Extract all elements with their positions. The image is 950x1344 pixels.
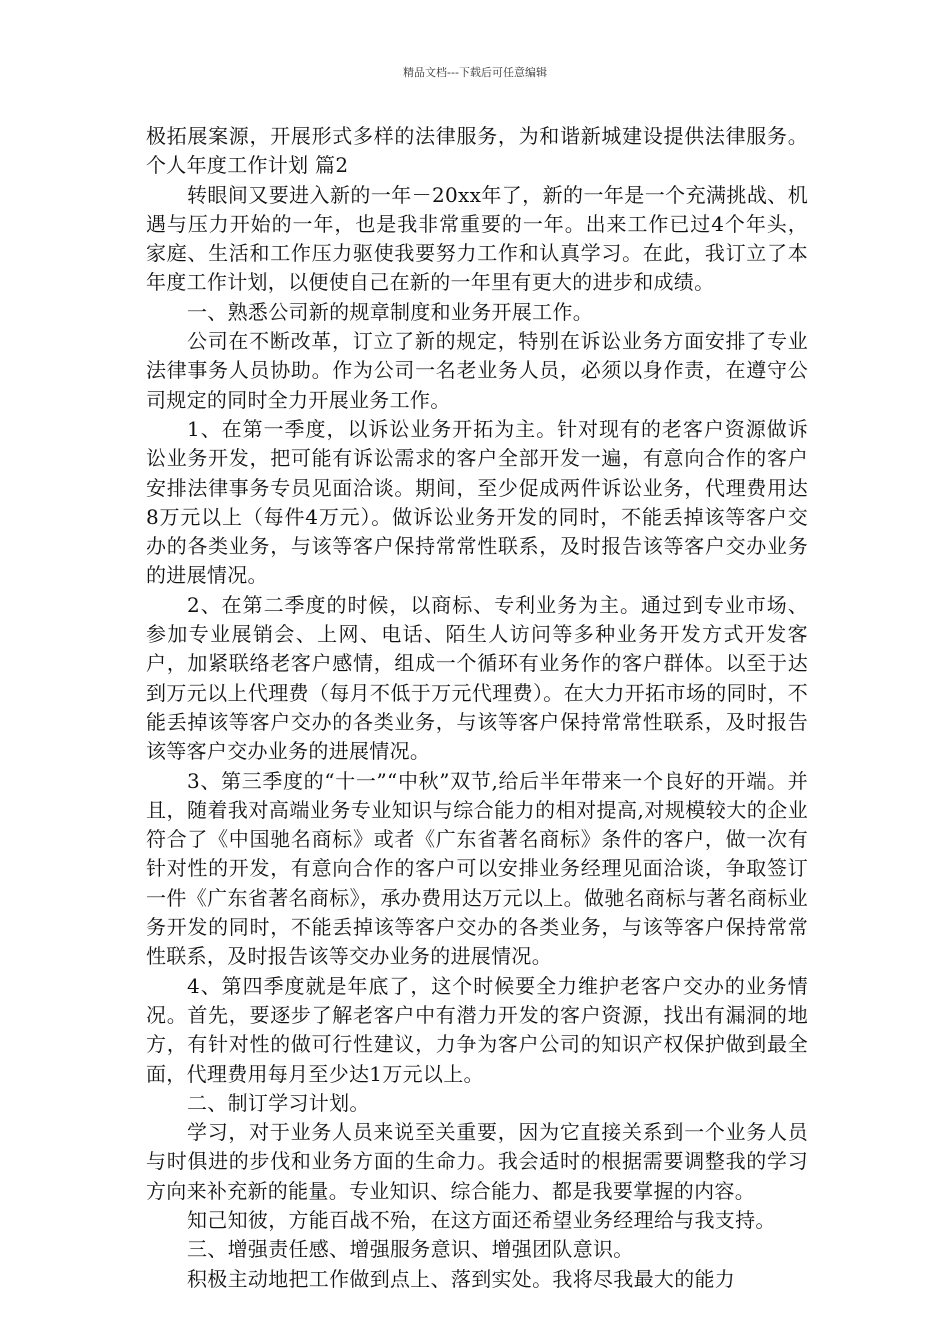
paragraph: 知己知彼，方能百战不殆，在这方面还希望业务经理给与我支持。 (187, 1207, 776, 1232)
section-heading: 二、制订学习计划。 (187, 1090, 370, 1115)
paragraph: 学习，对于业务人员来说至关重要，因为它直接关系到一个业务人员与时俱进的步伐和业务方面的生命力。我会适时的根据需要调整我的学习方向来补充新的能量。专业知识、综合能力、都是我要掌握的内容。 (146, 1120, 808, 1203)
paragraph: 积极主动地把工作做到点上、落到实处。我将尽我最大的能力 (187, 1266, 736, 1291)
paragraph: 4、第四季度就是年底了，这个时候要全力维护老客户交办的业务情况。首先，要逐步了解老客户中有潜力开发的客户资源，找出有漏洞的地方，有针对性的做可行性建议，力争为客户公司的知识产权保护做到最全面，代理费用每月至少达1万元以上。 (146, 973, 808, 1086)
document-body (146, 122, 808, 1294)
paragraph: 2、在第二季度的时候，以商标、专利业务为主。通过到专业市场、参加专业展销会、上网、电话、陌生人访问等多种业务开发方式开发客户，加紧联络老客户感情，组成一个循环有业务作的客户群体。以至于达到万元以上代理费（每月不低于万元代理费）。在大力开拓市场的同时，不能丢掉该等客户交办的各类业务，与该等客户保持常常性联系，及时报告该等客户交办业务的进展情况。 (146, 592, 808, 764)
paragraph: 3、第三季度的“十一”“中秋”双节,给后半年带来一个良好的开端。并且，随着我对高端业务专业知识与综合能力的相对提高,对规模较大的企业符合了《中国驰名商标》或者《广东省著名商标》条件的客户，做一次有针对性的开发，有意向合作的客户可以安排业务经理见面洽谈，争取签订一件《广东省著名商标》，承办费用达万元以上。做驰名商标与著名商标业务开发的同时，不能丢掉该等客户交办的各类业务，与该等客户保持常常性联系，及时报告该等交办业务的进展情况。 (146, 768, 808, 969)
section-heading: 三、增强责任感、增强服务意识、增强团队意识。 (187, 1237, 634, 1262)
paragraph: 公司在不断改革，订立了新的规定，特别在诉讼业务方面安排了专业法律事务人员协助。作为公司一名老业务人员，必须以身作责，在遵守公司规定的同时全力开展业务工作。 (146, 329, 808, 412)
paragraph: 转眼间又要进入新的一年－20xx年了，新的一年是一个充满挑战、机遇与压力开始的一年，也是我非常重要的一年。出来工作已过4个年头，家庭、生活和工作压力驱使我要努力工作和认真学习。在此，我订立了本年度工作计划，以便使自己在新的一年里有更大的进步和成绩。 (146, 182, 808, 295)
section-heading: 一、熟悉公司新的规章制度和业务开展工作。 (187, 299, 593, 324)
paragraph: 极拓展案源，开展形式多样的法律服务，为和谐新城建设提供法律服务。个人年度工作计划 篇2 (146, 124, 808, 178)
page-header: 精品文档---下载后可任意编辑 (403, 66, 547, 79)
paragraph: 1、在第一季度，以诉讼业务开拓为主。针对现有的老客户资源做诉讼业务开发，把可能有诉讼需求的客户全部开发一遍，有意向合作的客户安排法律事务专员见面洽谈。期间，至少促成两件诉讼业务，代理费用达8万元以上（每件4万元）。做诉讼业务开发的同时，不能丢掉该等客户交办的各类业务，与该等客户保持常常性联系，及时报告该等客户交办业务的进展情况。 (146, 416, 808, 588)
